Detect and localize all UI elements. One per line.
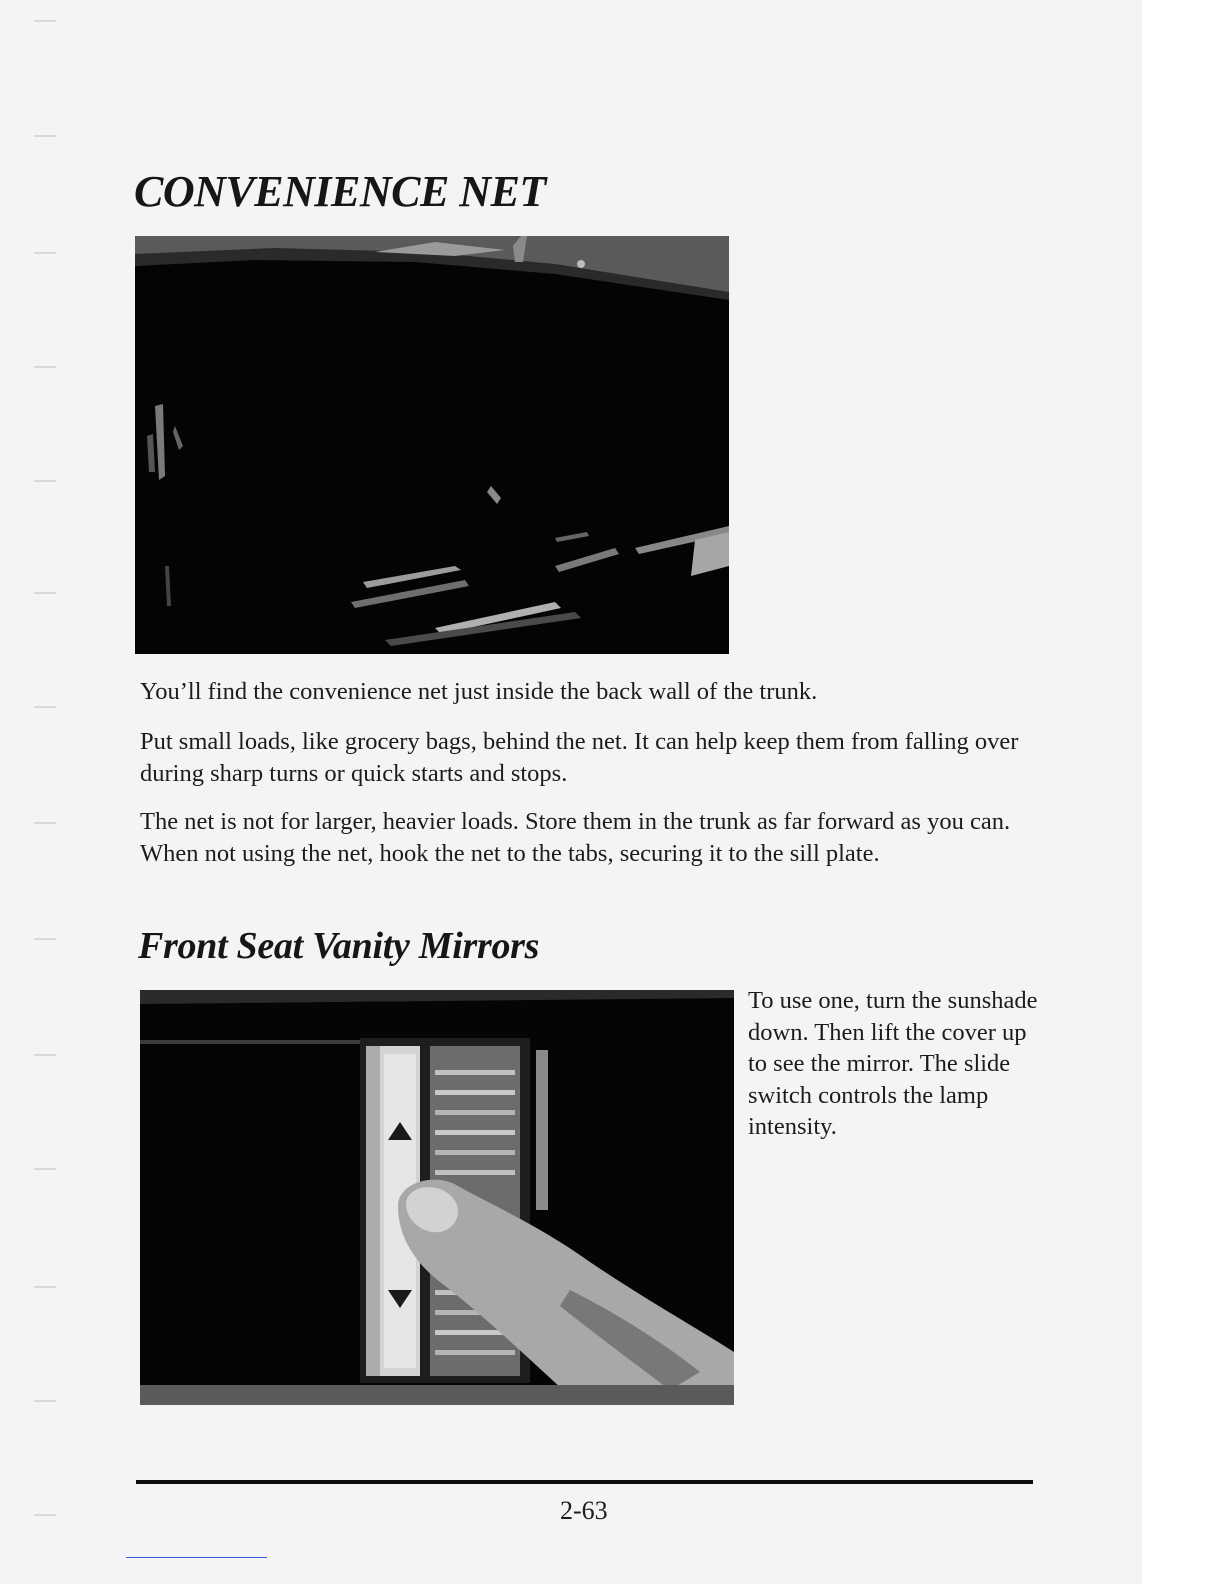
edge-tick — [34, 1054, 56, 1056]
net-location-text: You’ll find the convenience net just inside the back wall of the trunk. — [140, 678, 818, 705]
section-heading: Front Seat Vanity Mirrors — [138, 925, 540, 967]
page-number: 2-63 — [560, 1496, 608, 1525]
edge-tick — [34, 706, 56, 708]
edge-tick — [34, 1286, 56, 1288]
edge-tick — [34, 135, 56, 137]
edge-tick — [34, 1168, 56, 1170]
edge-tick — [34, 366, 56, 368]
mirror-use-text: To use one, turn the sunshade down. Then lift the cover up to see the mirror. The slide switch controls the lamp intensity. — [748, 987, 1038, 1140]
edge-tick — [34, 938, 56, 940]
edge-tick — [34, 20, 56, 22]
footer-link-underline[interactable] — [126, 1557, 267, 1558]
edge-tick — [34, 252, 56, 254]
edge-tick — [34, 480, 56, 482]
net-use-text: Put small loads, like grocery bags, behind the net. It can help keep them from falling over during sharp turns or quick starts and stops. — [140, 728, 1019, 787]
net-limits-text: The net is not for larger, heavier loads. Store them in the trunk as far forward as you can. When not using the net, hook the net to the tabs, securing it to the sill plate. — [140, 808, 1011, 867]
edge-tick — [34, 1514, 56, 1516]
footer-rule — [136, 1480, 1033, 1484]
section-title: CONVENIENCE NET — [134, 167, 546, 216]
vanity-mirror-photo — [140, 990, 734, 1405]
edge-tick — [34, 1400, 56, 1402]
edge-tick — [34, 592, 56, 594]
edge-tick — [34, 822, 56, 824]
trunk-net-photo — [135, 236, 729, 654]
